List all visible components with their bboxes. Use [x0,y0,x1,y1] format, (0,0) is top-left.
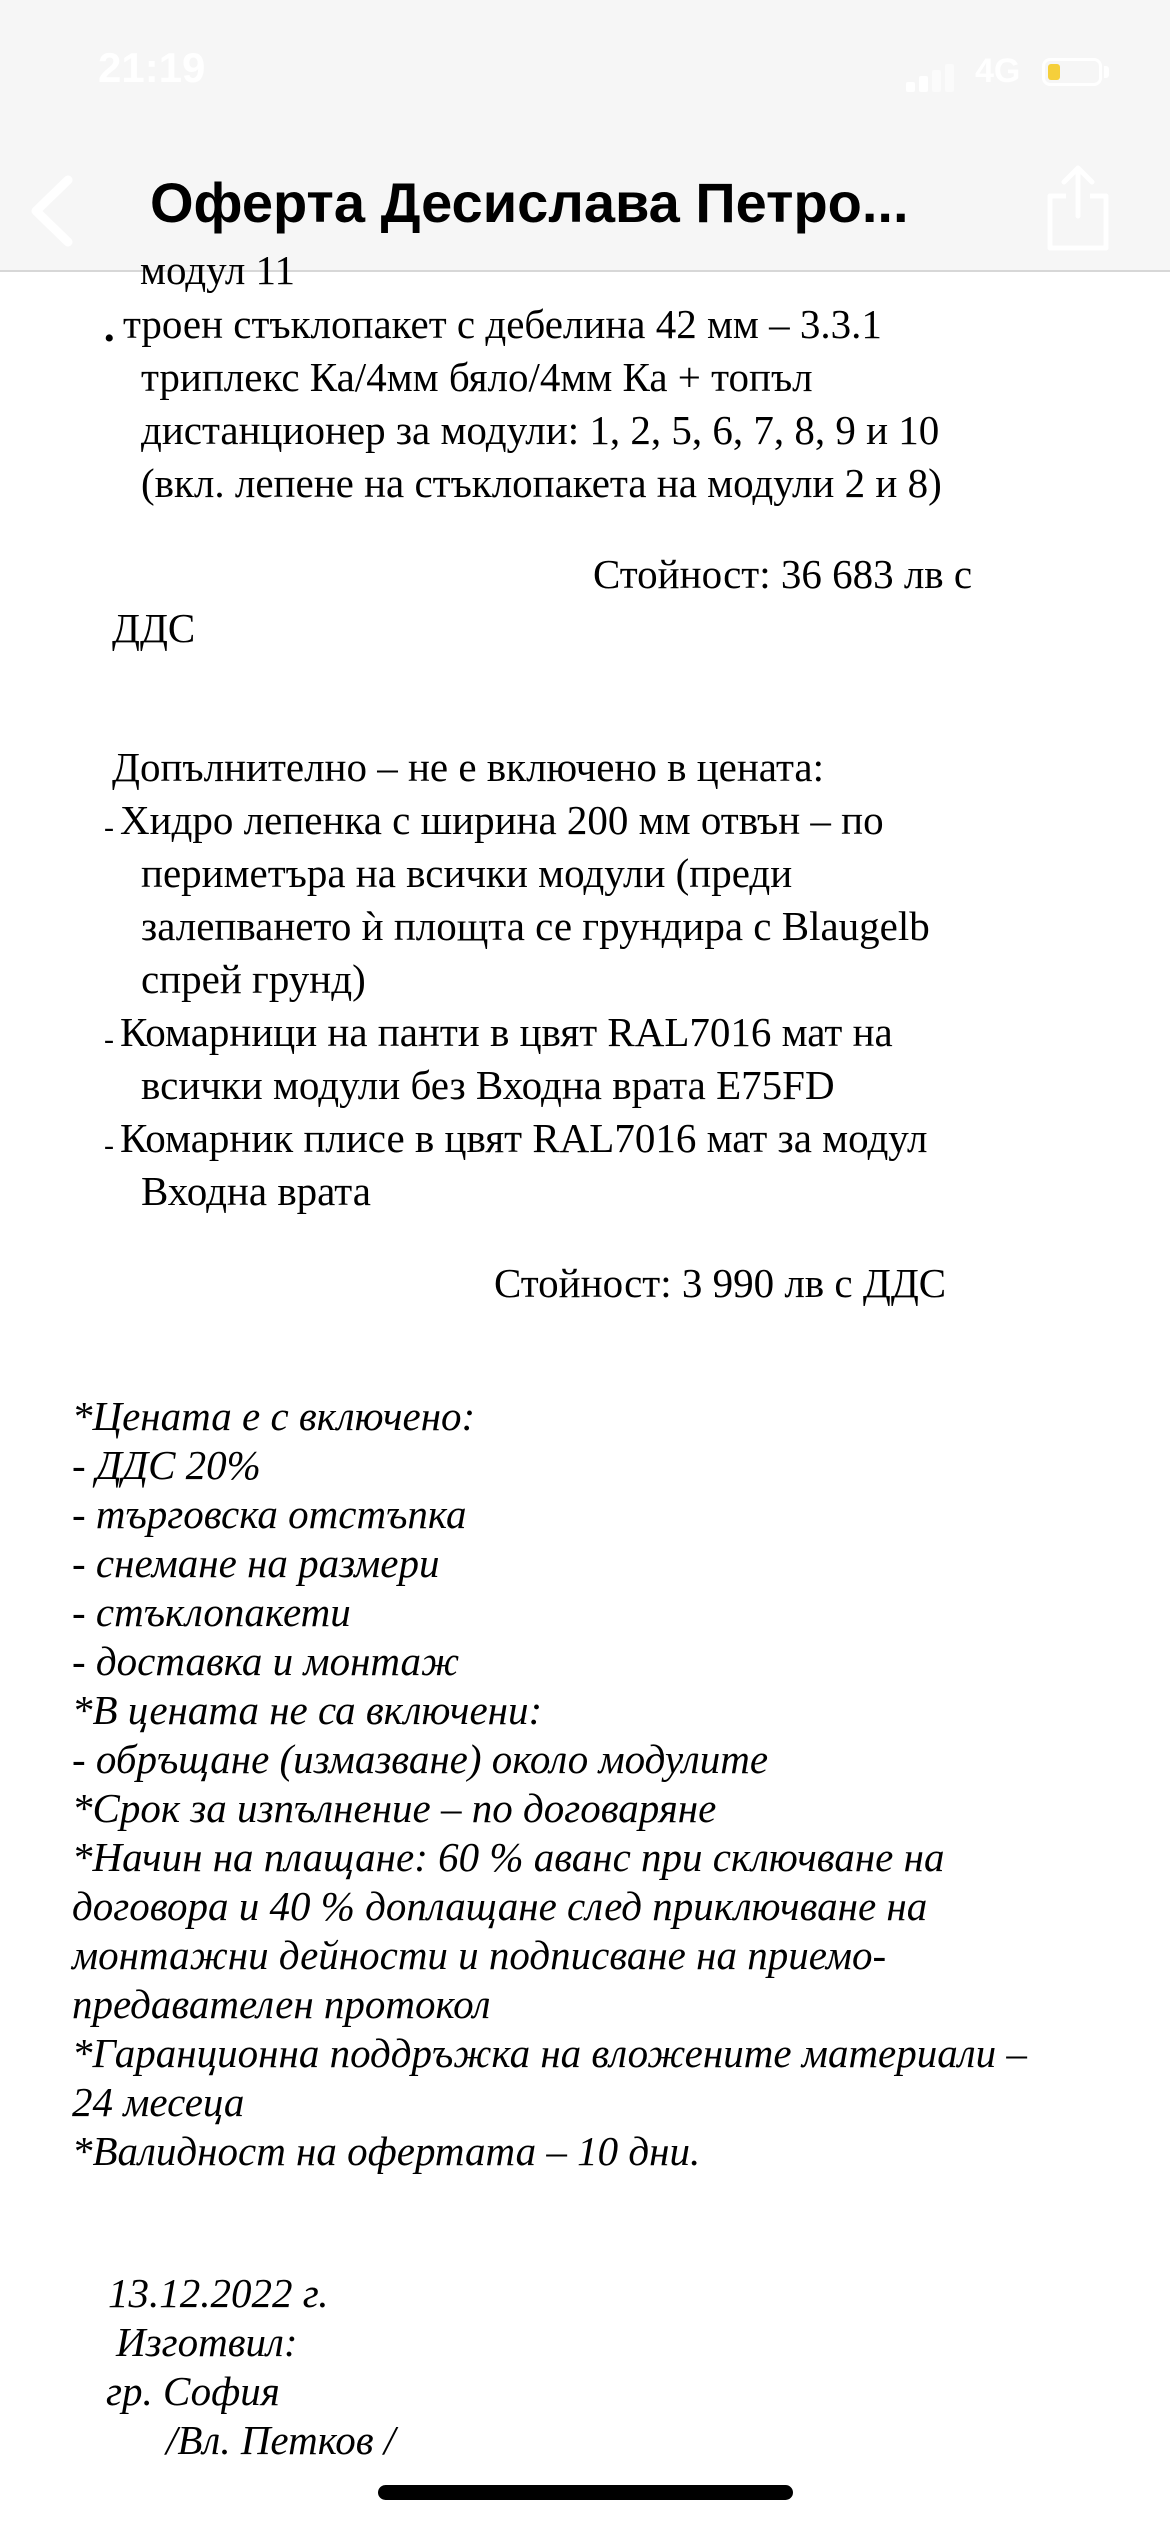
glazing-line: триплекс Ка/4мм бяло/4мм Ка + топъл [141,354,813,400]
note-line: предавателен протокол [72,1981,491,2027]
glazing-line: (вкл. лепене на стъклопакета на модули 2 и 8) [141,460,942,506]
chevron-left-icon [20,168,90,254]
glazing-line: дистанционер за модули: 1, 2, 5, 6, 7, 8, 9 и 10 [141,407,940,453]
glazing-line: троен стъклопакет с дебелина 42 мм – 3.3.1 [123,301,882,347]
dash-bullet-icon: - [104,1023,114,1056]
note-line: - снемане на размери [72,1540,440,1586]
price-total-vat: ДДС [112,605,196,651]
note-line: - доставка и монтаж [72,1638,460,1684]
signature-name: /Вл. Петков / [166,2417,396,2463]
back-button[interactable] [20,168,90,254]
note-line: - стъклопакети [72,1589,351,1635]
network-type: 4G [975,52,1021,90]
cut-off-line: модул 11 [140,247,296,293]
dash-bullet-icon: - [104,1129,114,1162]
cellular-signal-icon [906,62,956,92]
extra-item-line: Входна врата [141,1168,371,1214]
note-line: *Срок за изпълнение – по договаряне [72,1785,717,1831]
share-icon [1038,154,1118,254]
home-indicator[interactable] [378,2485,793,2500]
price-total: Стойност: 36 683 лв с [593,551,973,597]
battery-level [1048,64,1060,80]
note-line: - търговска отстъпка [72,1491,467,1537]
signature-city: гр. София [106,2368,280,2414]
note-line: *Гаранционна поддръжка на вложените материали – [72,2030,1027,2076]
extra-item-line: залепването ѝ площта се грундира с Blaugelb [141,903,930,949]
status-time: 21:19 [98,44,206,91]
document-viewer[interactable] [0,247,1170,2472]
dash-bullet-icon: - [104,811,114,844]
extra-item-line: Хидро лепенка с ширина 200 мм отвън – по [120,797,884,843]
extra-item-line: спрей грунд) [141,956,366,1002]
note-line: - ДДС 20% [72,1442,261,1488]
status-bar [0,0,1170,150]
note-line: *Цената е с включено: [72,1393,476,1439]
note-line: договора и 40 % доплащане след приключване на [72,1883,928,1929]
note-line: *Валидност на офертата – 10 дни. [72,2128,701,2174]
share-button[interactable] [1038,154,1118,254]
battery-icon [1042,58,1102,86]
extra-item-line: всички модули без Входна врата E75FD [141,1062,835,1108]
signature-date: 13.12.2022 г. [108,2270,329,2316]
extra-item-line: периметъра на всички модули (преди [141,850,793,896]
note-line: монтажни дейности и подписване на приемо- [72,1932,887,1978]
bullet-icon: • [104,322,115,355]
battery-tip [1104,66,1109,78]
signature-prepared-by: Изготвил: [116,2319,298,2365]
document-title: Оферта Десислава Петро... [150,171,909,234]
extra-item-line: Комарници на панти в цвят RAL7016 мат на [120,1009,893,1055]
note-line: *В цената не са включени: [72,1687,543,1733]
extras-heading: Допълнително – не е включено в цената: [112,744,824,790]
note-line: 24 месеца [72,2079,245,2125]
note-line: - обръщане (измазване) около модулите [72,1736,769,1782]
price-extras: Стойност: 3 990 лв с ДДС [494,1260,947,1306]
extra-item-line: Комарник плисе в цвят RAL7016 мат за модул [120,1115,928,1161]
note-line: *Начин на плащане: 60 % аванс при сключване на [72,1834,945,1880]
